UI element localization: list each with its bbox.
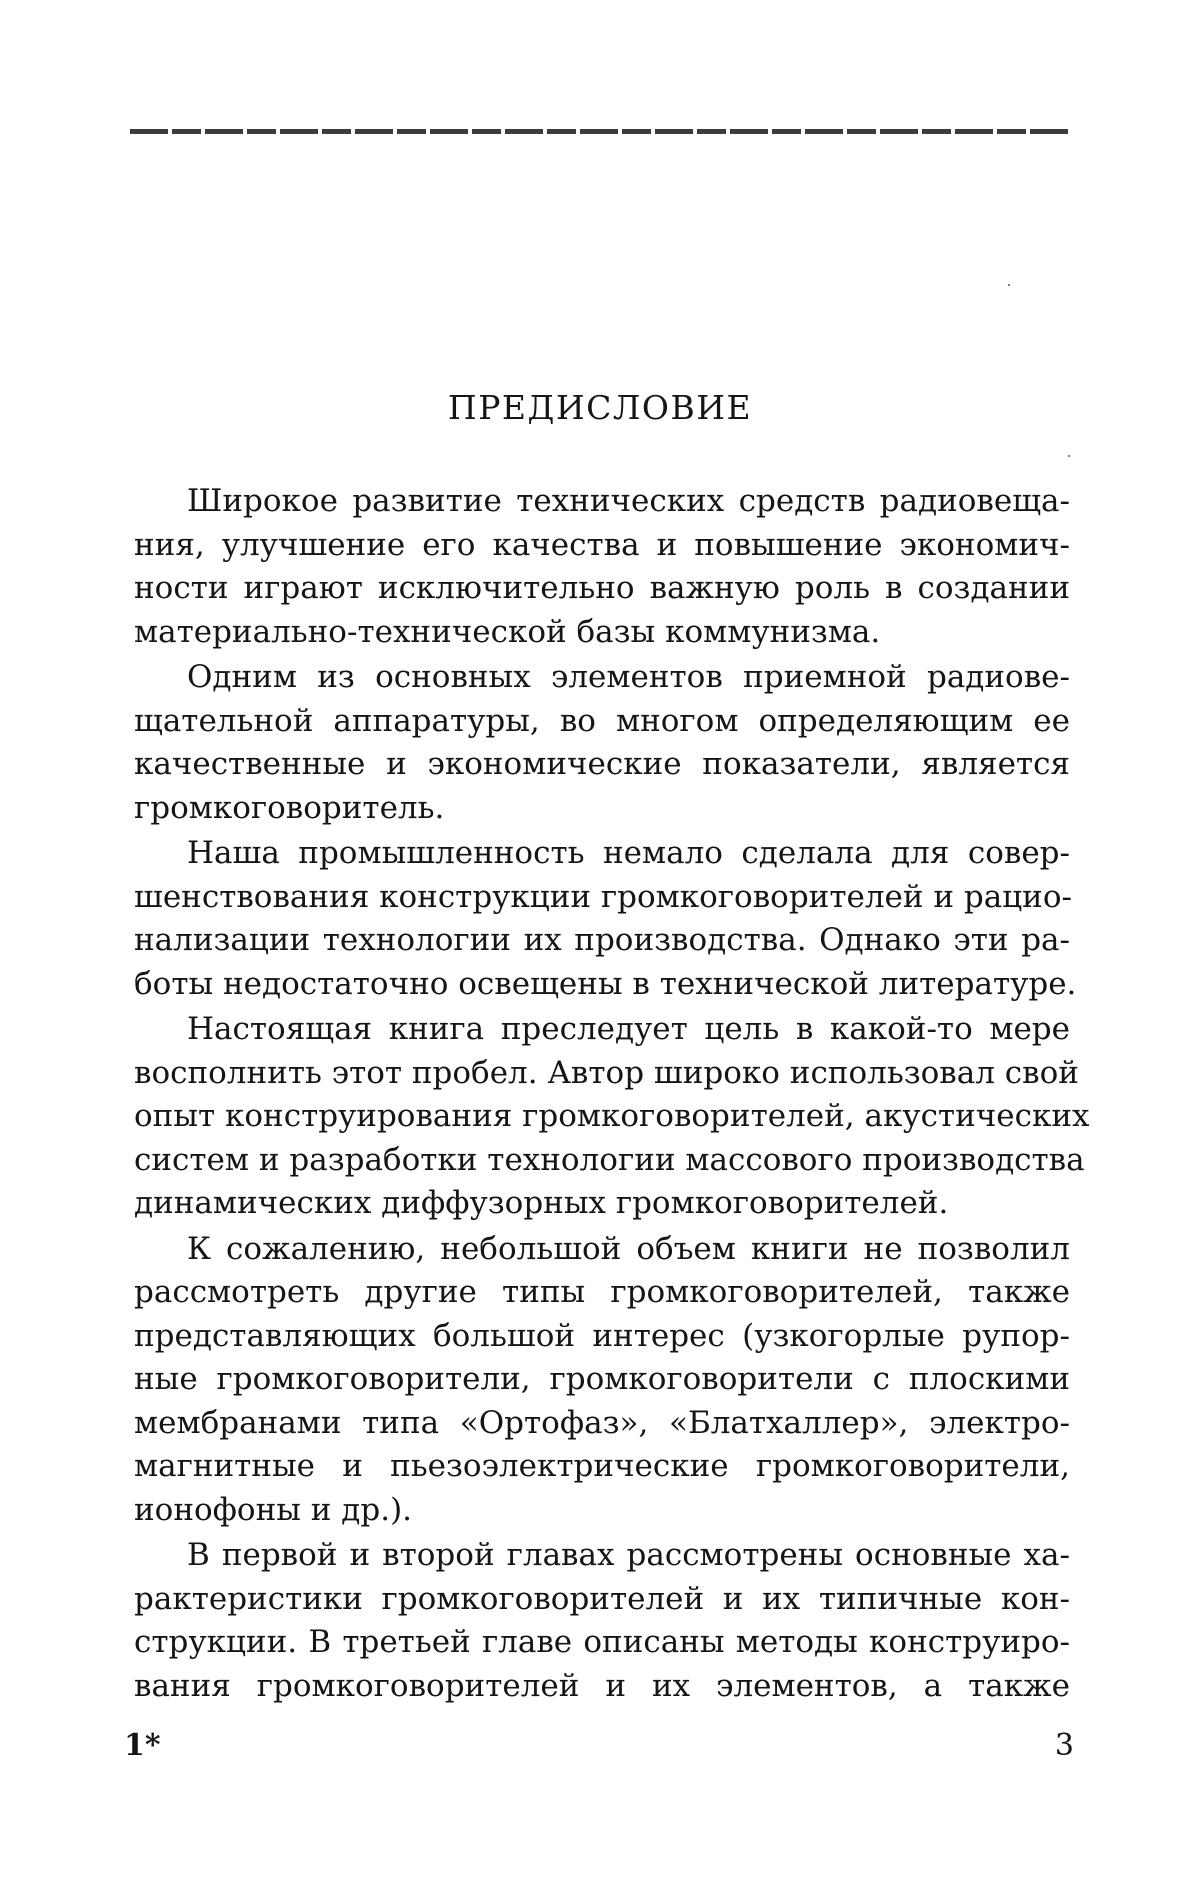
signature-mark: 1* — [124, 1728, 161, 1763]
text-line: К сожалению, небольшой объем книги не позволил — [187, 1230, 1070, 1267]
top-rule — [130, 129, 1070, 134]
text-line: ные громкоговорители, громкоговорители с плоскими — [134, 1361, 1070, 1397]
text-line: систем и разработки технологии массового производства — [134, 1141, 1085, 1178]
text-line: представляющих большой интерес (узкогорлые рупор- — [134, 1317, 1070, 1354]
text-line: щательной аппаратуры, во многом определяющим ее — [134, 702, 1070, 739]
text-line: ионофоны и др.). — [134, 1491, 413, 1528]
text-line: динамических диффузорных громкоговорителей. — [134, 1185, 949, 1221]
paragraph — [134, 480, 1070, 654]
speck — [1068, 455, 1070, 457]
text-line: рассмотреть другие типы громкоговорителей, также — [134, 1274, 1070, 1310]
paragraph — [134, 832, 1077, 1006]
text-line: материально-технической базы коммунизма. — [134, 613, 881, 650]
text-line: Наша промышленность немало сделала для совер- — [187, 835, 1070, 871]
paragraph — [134, 1008, 1090, 1226]
page-title: ПРЕДИСЛОВИЕ — [447, 388, 753, 427]
text-line: ния, улучшение его качества и повышение экономич- — [134, 526, 1070, 563]
text-line: громкоговоритель. — [134, 789, 445, 826]
text-line: опыт конструирования громкоговорителей, акустических — [134, 1098, 1090, 1134]
paragraph — [134, 1534, 1070, 1708]
text-line: мембранами типа «Ортофаз», «Блатхаллер», электро- — [134, 1404, 1070, 1441]
text-line: вания громкоговорителей и их элементов, а также — [134, 1667, 1070, 1704]
text-line: боты недостаточно освещены в технической литературе. — [134, 965, 1077, 1002]
text-line: струкции. В третьей главе описаны методы конструиро- — [134, 1624, 1070, 1660]
text-line: рактеристики громкоговорителей и их типичные кон- — [134, 1580, 1070, 1617]
text-line: Настоящая книга преследует цель в какой-то мере — [187, 1011, 1070, 1047]
text-line: Широкое развитие технических средств радиовеща- — [187, 483, 1070, 519]
text-line: шенствования конструкции громкоговорителей и рацио- — [134, 878, 1072, 915]
text-line: Одним из основных элементов приемной радиове- — [187, 659, 1070, 695]
text-line: нализации технологии их производства. Однако эти ра- — [134, 922, 1070, 958]
paragraph — [134, 656, 1070, 830]
text-line: магнитные и пьезоэлектрические громкоговорители, — [134, 1448, 1070, 1484]
page-number: 3 — [1054, 1728, 1074, 1763]
paragraph — [134, 1228, 1070, 1533]
text-line: восполнить этот пробел. Автор широко использовал свой — [134, 1054, 1079, 1091]
speck — [1008, 284, 1010, 286]
text-line: В первой и второй главах рассмотрены основные ха- — [187, 1537, 1070, 1573]
body-text — [134, 480, 1090, 1708]
text-line: качественные и экономические показатели, является — [134, 746, 1070, 782]
text-line: ности играют исключительно важную роль в создании — [134, 570, 1070, 606]
